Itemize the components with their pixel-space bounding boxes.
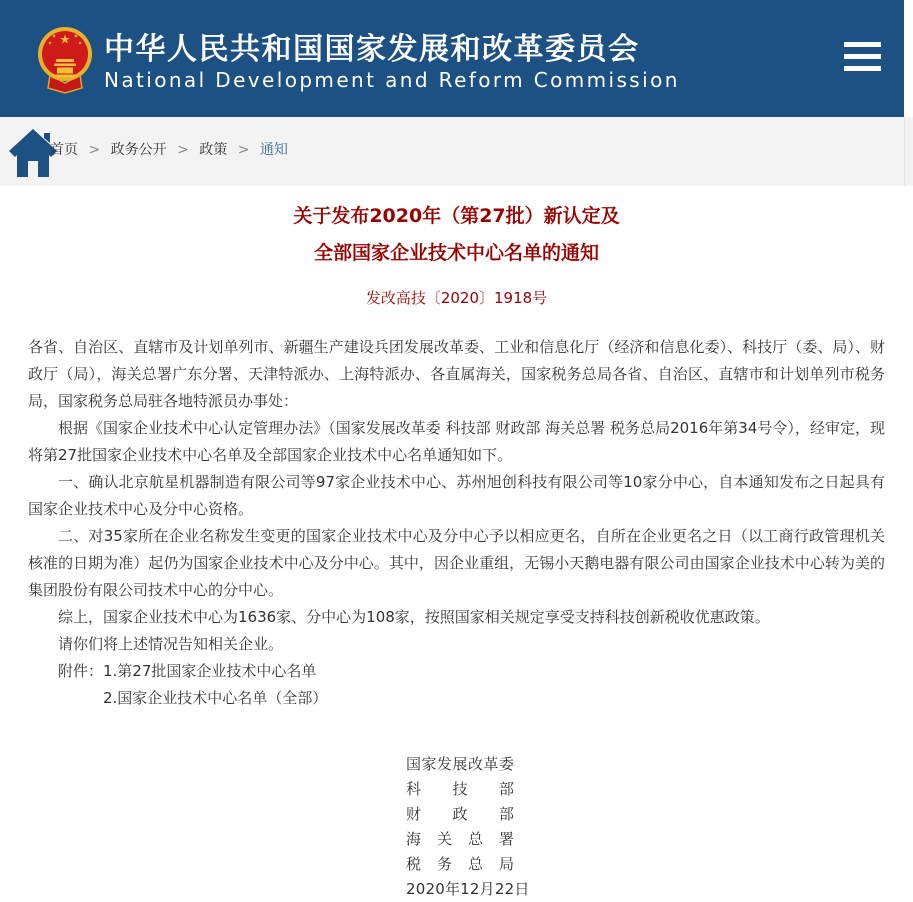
signer-most: 科技部 (406, 780, 514, 798)
breadcrumb-bar (0, 117, 913, 186)
notice-date: 2020年12月22日 (406, 880, 530, 898)
paragraph-request: 请你们将上述情况告知相关企业。 (58, 635, 284, 653)
site-title-en: National Development and Reform Commission (104, 68, 680, 92)
breadcrumb-separator: > (177, 142, 189, 158)
signer-tax: 税务总局 (406, 855, 514, 873)
site-title-cn: 中华人民共和国国家发展和改革委员会 (104, 32, 640, 67)
paragraph-summary: 综上，国家企业技术中心为1636家、分中心为108家，按照国家相关规定享受支持科技创新税收优惠政策。 (58, 608, 770, 626)
notice-title-line1: 关于发布2020年（第27批）新认定及 (293, 205, 620, 227)
signer-mof: 财政部 (406, 805, 514, 823)
breadcrumb-item-home[interactable]: 首页 (50, 142, 78, 158)
paragraph-basis: 根据《国家企业技术中心认定管理办法》（国家发展改革委 科技部 财政部 海关总署 税务总局2016年第34号令），经审定，现将第27批国家企业技术中心名单及全部国家企业技术中心名单通知如下。 (28, 419, 885, 464)
breadcrumb-item-zhengce[interactable]: 政策 (199, 142, 228, 158)
attachment-1: 附件：1.第27批国家企业技术中心名单 (58, 662, 317, 680)
notice-body (28, 334, 885, 712)
hamburger-menu-icon[interactable] (844, 42, 881, 71)
breadcrumb (50, 139, 288, 159)
attachment-2: 2.国家企业技术中心名单（全部） (103, 689, 328, 707)
notice-title-line2: 全部国家企业技术中心名单的通知 (313, 242, 599, 264)
breadcrumb-separator: > (88, 142, 101, 158)
site-header (0, 0, 904, 117)
breadcrumb-separator: > (237, 142, 250, 158)
notice-title (28, 186, 885, 272)
notice-document (0, 186, 913, 902)
national-emblem-icon (37, 25, 93, 94)
paragraph-item-1: 一、确认北京航星机器制造有限公司等97家企业技术中心、苏州旭创科技有限公司等10家分中心，自本通知发布之日起具有国家企业技术中心及分中心资格。 (28, 473, 885, 518)
paragraph-item-2: 二、对35家所在企业名称发生变更的国家企业技术中心及分中心予以相应更名，自所在企业更名之日（以工商行政管理机关核准的日期为准）起仍为国家企业技术中心及分中心。其中，因企业重组，无锡小天鹅电器有限公司由国家企业技术中心转为美的集团股份有限公司技术中心的分中心。 (28, 527, 885, 599)
notice-doc-number: 发改高技〔2020〕1918号 (365, 289, 548, 307)
breadcrumb-item-tongzhi[interactable]: 通知 (259, 142, 288, 158)
paragraph-addressees: 各省、自治区、直辖市及计划单列市、新疆生产建设兵团发展改革委、工业和信息化厅（经济和信息化委）、科技厅（委、局）、财政厅（局），海关总署广东分署、天津特派办、上海特派办、各直属海关，国家税务总局各省、自治区、直辖市和计划单列市税务局，国家税务总局驻各地特派员办事处： (28, 338, 885, 410)
signer-ndrc: 国家发展改革委 (406, 755, 514, 773)
breadcrumb-item-zhengwugongkai[interactable]: 政务公开 (110, 142, 167, 158)
signature-block (406, 752, 530, 902)
signer-customs: 海关总署 (406, 830, 514, 848)
